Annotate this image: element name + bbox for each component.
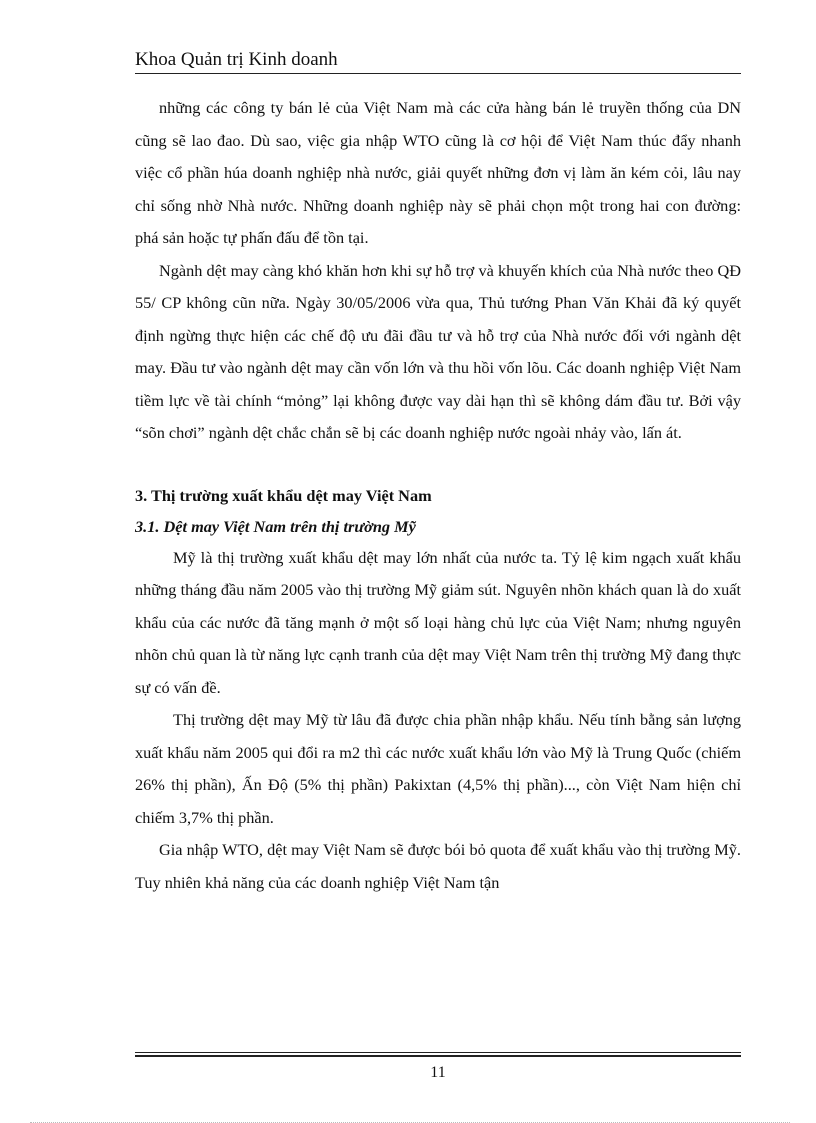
page-number: 11: [430, 1064, 446, 1081]
section-heading: 3. Thị trường xuất khẩu dệt may Việt Nam: [135, 485, 432, 505]
footer-divider-top: [135, 1052, 741, 1053]
paragraph-wto-retail: những các công ty bán lẻ của Việt Nam mà các cửa hàng bán lẻ truyền thống của DN cũng sẽ lao đao. Dù sao, việc gia nhập WTO cũng là cơ hội để Việt Nam thúc đẩy nhanh việc cổ phần húa doanh nghiệp nhà nước, giải quyết những đơn vị làm ăn kém cỏi, lâu nay chỉ sống nhờ Nhà nước. Những doanh nghiệp này sẽ phải chọn một trong hai con đường: phá sản hoặc tự phấn đấu để tồn tại.: [135, 98, 741, 247]
paragraph-market-share: Thị trường dệt may Mỹ từ lâu đã được chia phần nhập khẩu. Nếu tính bằng sản lượng xuất khẩu năm 2005 qui đổi ra m2 thì các nước xuất khẩu lớn vào Mỹ là Trung Quốc (chiếm 26% thị phần), Ấn Độ (5% thị phần) Pakixtan (4,5% thị phần)..., còn Việt Nam hiện chỉ chiếm 3,7% thị phần.: [135, 710, 741, 827]
paragraph-textile-difficulties: Ngành dệt may càng khó khăn hơn khi sự hỗ trợ và khuyến khích của Nhà nước theo QĐ 55/ CP không cũn nữa. Ngày 30/05/2006 vừa qua, Thủ tướng Phan Văn Khải đã ký quyết định ngừng thực hiện các chế độ ưu đãi đầu tư và hỗ trợ của Nhà nước đối với ngành dệt may. Đầu tư vào ngành dệt may cần vốn lớn và thu hồi vốn lõu. Các doanh nghiệp Việt Nam tiềm lực về tài chính “mỏng” lại không được vay dài hạn thì sẽ không dám đầu tư. Bởi vậy “sõn chơi” ngành dệt chắc chắn sẽ bị các doanh nghiệp nước ngoài nhảy vào, lấn át.: [135, 260, 741, 442]
section-spacer: [135, 450, 741, 480]
paragraph-wto-quota: Gia nhập WTO, dệt may Việt Nam sẽ được bói bỏ quota để xuất khẩu vào thị trường Mỹ. Tuy nhiên khả năng của các doanh nghiệp Việt Nam tận: [135, 840, 741, 892]
header-divider: [135, 73, 741, 74]
page-header-title: Khoa Quản trị Kinh doanh: [135, 49, 338, 70]
subsection-heading: 3.1. Dệt may Việt Nam trên thị trường Mỹ: [135, 516, 416, 536]
paragraph-us-market: Mỹ là thị trường xuất khẩu dệt may lớn nhất của nước ta. Tỷ lệ kim ngạch xuất khẩu những tháng đầu năm 2005 vào thị trường Mỹ giảm sút. Nguyên nhõn khách quan là do xuất khẩu của các nước đã tăng mạnh ở một số loại hàng chủ lực của Việt Nam; nhưng nguyên nhõn chủ quan là từ năng lực cạnh tranh của dệt may Việt Nam trên thị trường Mỹ đang thực sự có vấn đề.: [135, 547, 741, 697]
footer-divider-bottom: [135, 1055, 741, 1057]
page-body: [135, 92, 741, 899]
